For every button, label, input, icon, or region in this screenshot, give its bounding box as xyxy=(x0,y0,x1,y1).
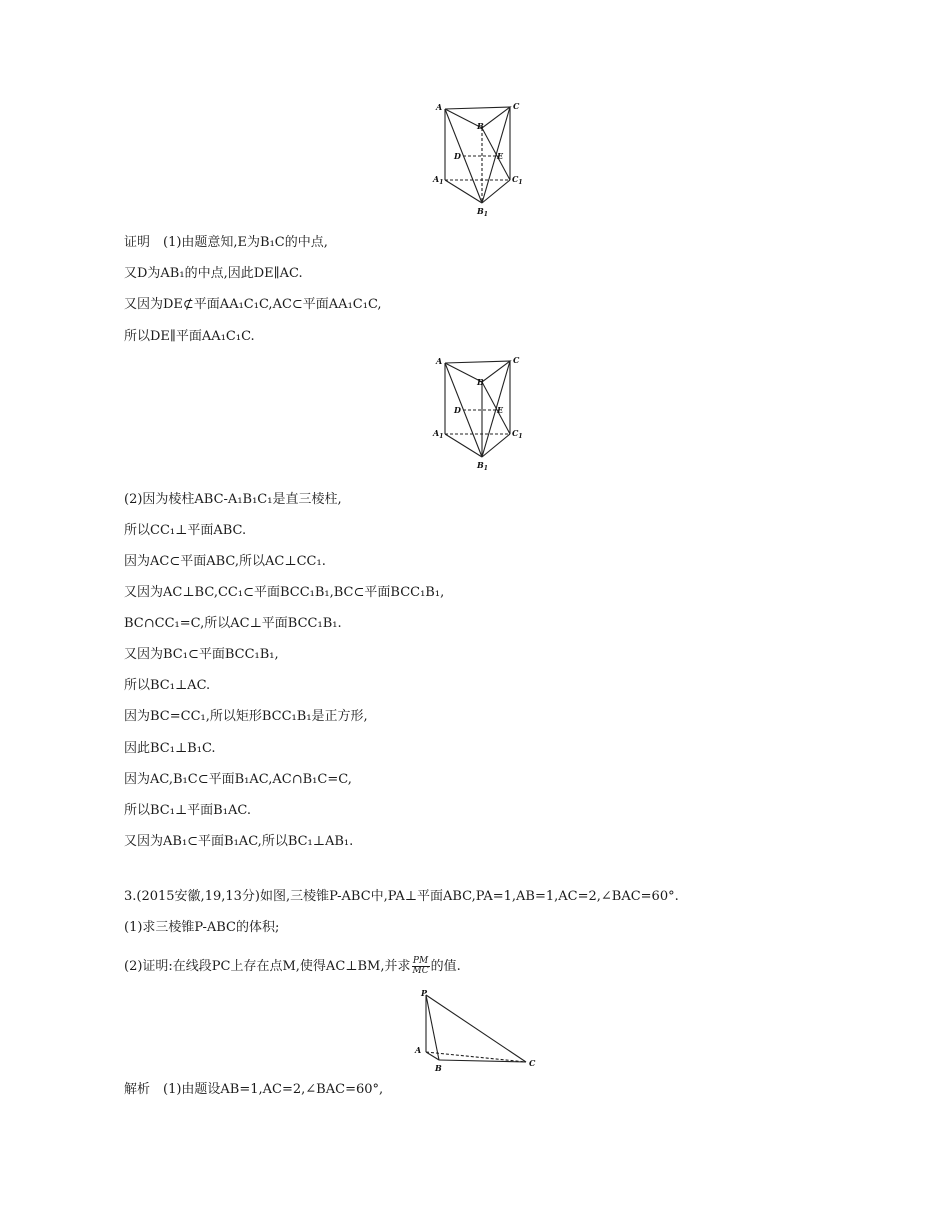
label-E: E xyxy=(497,151,504,161)
prism1-edge-C1B1 xyxy=(482,180,510,203)
proof-line: 所以BC₁⊥AC. xyxy=(124,678,211,693)
proof-line: 因为BC=CC₁,所以矩形BCC₁B₁是正方形, xyxy=(124,709,368,724)
label-D: D xyxy=(454,405,461,415)
pyramid-edge-PC xyxy=(426,995,526,1062)
proof-line: 又因为BC₁⊂平面BCC₁B₁, xyxy=(124,647,279,662)
proof-line: 所以CC₁⊥平面ABC. xyxy=(124,523,247,538)
proof-line: 又D为AB₁的中点,因此DE∥AC. xyxy=(124,266,303,281)
pyramid-edge-PB xyxy=(426,995,439,1060)
figure-prism-1 xyxy=(430,100,530,220)
label-A1: $A_1$ xyxy=(433,174,444,186)
prism2-edge-C1B1 xyxy=(482,434,510,457)
prism2-diag-BC1 xyxy=(482,382,510,434)
proof-line: 因此BC₁⊥B₁C. xyxy=(124,741,216,756)
label-B1: $B_1$ xyxy=(477,206,488,218)
label-C1: $C_1$ xyxy=(512,174,523,186)
proof-line: (2)因为棱柱ABC-A₁B₁C₁是直三棱柱, xyxy=(124,492,342,507)
prism2-edge-A1B1 xyxy=(445,434,482,457)
label-A: A xyxy=(436,102,443,112)
proof-line: 因为AC⊂平面ABC,所以AC⊥CC₁. xyxy=(124,554,326,569)
question-1: (1)求三棱锥P-ABC的体积; xyxy=(124,920,280,935)
question-2-text-after: 的值. xyxy=(430,959,461,974)
label-C1: $C_1$ xyxy=(512,428,523,440)
question-2 xyxy=(124,957,461,976)
proof-line: 所以BC₁⊥平面B₁AC. xyxy=(124,803,251,818)
label-C: C xyxy=(513,101,520,111)
problem-stem: 3.(2015安徽,19,13分)如图,三棱锥P-ABC中,PA⊥平面ABC,PA=1,AB=1,AC=2,∠BAC=60°. xyxy=(124,889,679,904)
label-C: C xyxy=(513,355,520,365)
prism1-diag-BC1 xyxy=(482,128,510,180)
proof-line: 因为AC,B₁C⊂平面B₁AC,AC∩B₁C=C, xyxy=(124,772,352,787)
fraction-numerator: PM xyxy=(412,956,429,966)
figure-pyramid xyxy=(410,985,545,1075)
solution-line: 解析 (1)由题设AB=1,AC=2,∠BAC=60°, xyxy=(124,1082,384,1097)
label-B: B xyxy=(477,121,484,131)
label-B1: $B_1$ xyxy=(477,460,488,472)
proof-line: 证明 (1)由题意知,E为B₁C的中点, xyxy=(124,235,328,250)
proof-line: 又因为AC⊥BC,CC₁⊂平面BCC₁B₁,BC⊂平面BCC₁B₁, xyxy=(124,585,445,600)
question-2-text-before: (2)证明:在线段PC上存在点M,使得AC⊥BM,并求 xyxy=(124,959,411,974)
label-B: B xyxy=(435,1063,442,1073)
proof-line: BC∩CC₁=C,所以AC⊥平面BCC₁B₁. xyxy=(124,616,342,631)
label-P: P xyxy=(421,988,428,998)
fraction-denominator: MC xyxy=(412,966,429,976)
label-A1: $A_1$ xyxy=(433,428,444,440)
label-A: A xyxy=(436,356,443,366)
prism1-edge-A1B1 xyxy=(445,180,482,203)
label-C: C xyxy=(529,1058,536,1068)
label-E: E xyxy=(497,405,504,415)
proof-line: 又因为DE⊄平面AA₁C₁C,AC⊂平面AA₁C₁C, xyxy=(124,297,382,312)
label-D: D xyxy=(454,151,461,161)
fraction-pm-mc xyxy=(412,957,430,976)
label-B: B xyxy=(477,377,484,387)
figure-prism-2 xyxy=(430,354,530,474)
proof-line: 又因为AB₁⊂平面B₁AC,所以BC₁⊥AB₁. xyxy=(124,834,354,849)
proof-line: 所以DE∥平面AA₁C₁C. xyxy=(124,329,255,344)
label-A: A xyxy=(415,1045,422,1055)
